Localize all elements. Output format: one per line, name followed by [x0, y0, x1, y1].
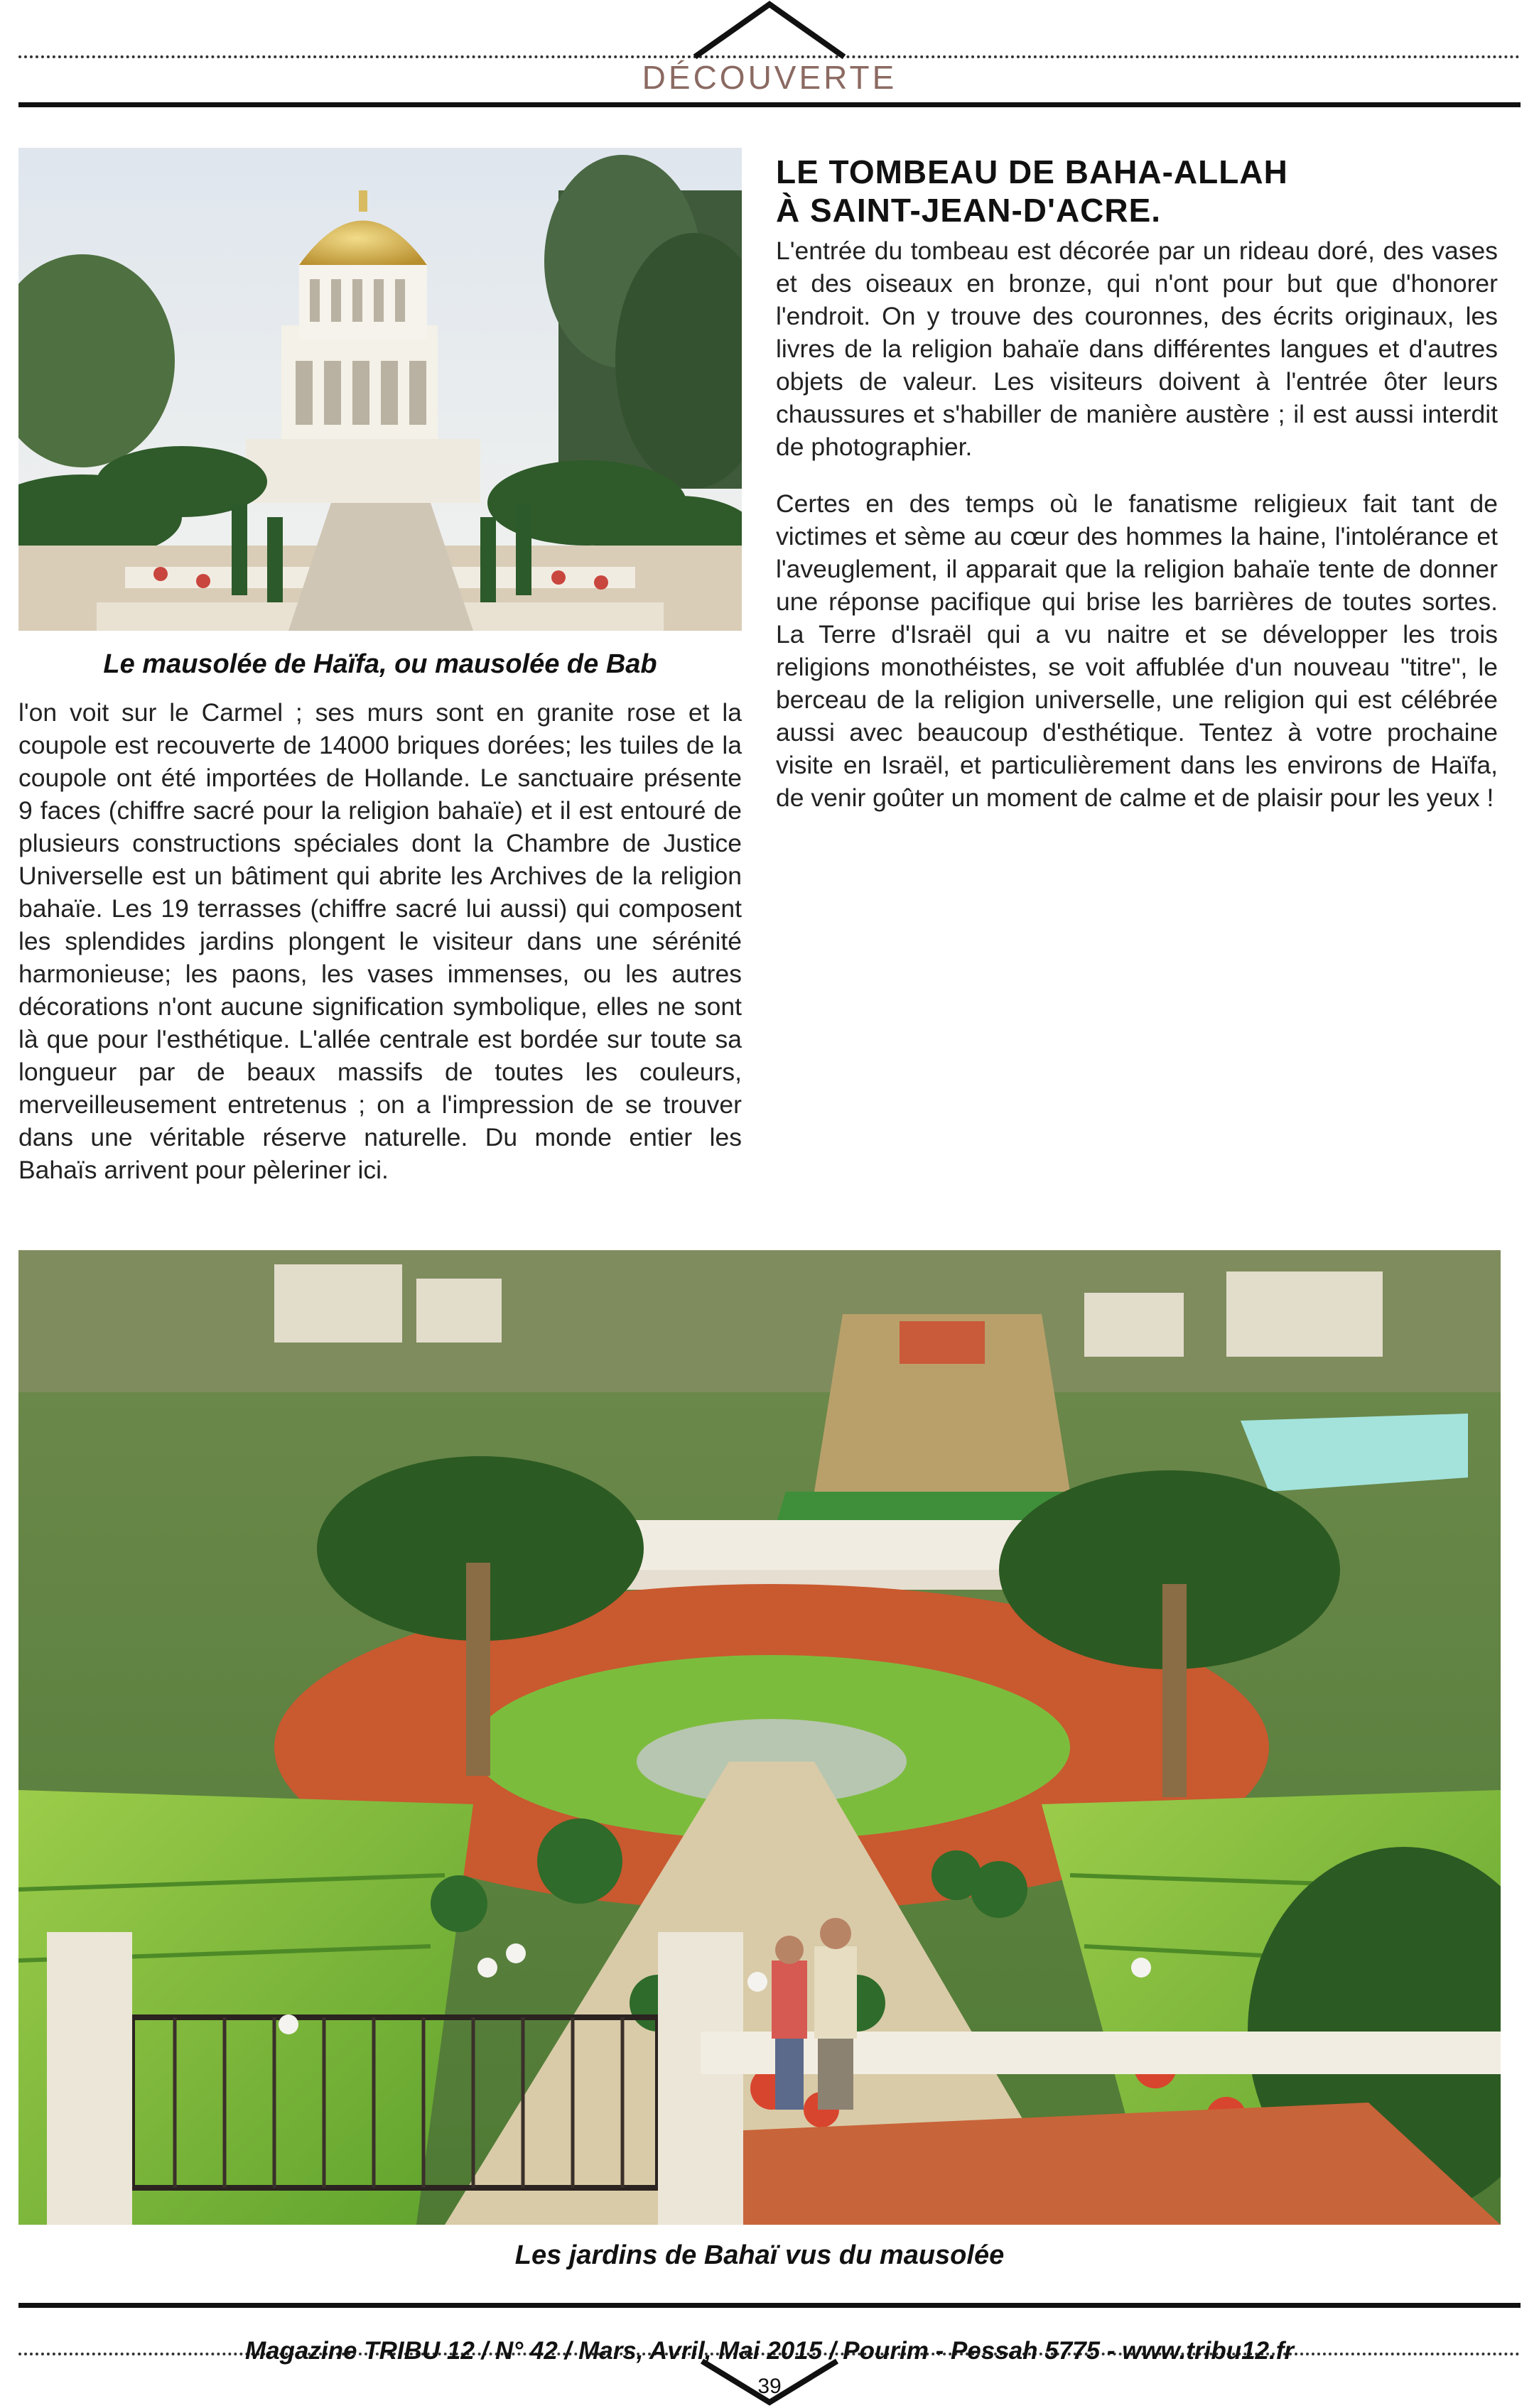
footer-solid-rule: [18, 2303, 1521, 2308]
article-title-line-2: À SAINT-JEAN-D'ACRE.: [776, 192, 1162, 229]
footer-citation: Magazine TRIBU 12 / N° 42 / Mars, Avril, Mai 2015 / Pourim - Pessah 5775 - www.tribu12.fr: [244, 2337, 1295, 2365]
page-number: 39: [757, 2375, 782, 2398]
mausoleum-photo: [18, 148, 742, 631]
gardens-photo: [18, 1250, 1501, 2225]
right-column-paragraph-1: L'entrée du tombeau est décorée par un rideau doré, des vases et des oiseaux en bronze, qui n'ont pour but que d'honorer l'endroit. On y trouve des couronnes, des écrits originaux, les livres de la religion bahaïe dans différentes langues et d'autres objets de valeur. Les visiteurs doivent à l'entrée ôter leurs chaussures et s'habiller de manière austère ; il est aussi interdit de photographier.: [776, 237, 1498, 461]
left-column-paragraph: l'on voit sur le Carmel ; ses murs sont en granite rose et la coupole est recouverte de 14000 briques dorées; les tuiles de la coupole ont été importées de Hollande. Le sanctuaire présente 9 faces (chiffre sacré pour la religion bahaïe) et il est entouré de plusieurs constructions spéciales dont la Chambre de Justice Universelle est un bâtiment qui abrite les Archives de la religion bahaïe. Les 19 terrasses (chiffre sacré lui aussi) qui composent les splendides jardins plongent le visiteur dans une sérénité harmonieuse; les paons, les vases immenses, ou les autres décorations n'ont aucune signification symbolique, elles ne sont là que pour l'esthétique. L'allée centrale est bordée sur toute sa longueur par de beaux massifs de toutes les couleurs, merveilleusement entretenus ; on a l'impression de se trouver dans une véritable réserve naturelle. Du monde entier les Bahaïs arrivent pour pèleriner ici.: [18, 698, 742, 1184]
article-title-line-1: LE TOMBEAU DE BAHA-ALLAH: [776, 153, 1288, 190]
gardens-caption: Les jardins de Bahaï vus du mausolée: [514, 2240, 1005, 2270]
section-label: DÉCOUVERTE: [642, 59, 897, 96]
header-chevron-icon: [689, 0, 850, 60]
right-column-paragraph-2: Certes en des temps où le fanatisme religieux fait tant de victimes et sème au cœur des hommes la haine, l'intolérance et l'aveuglement, il apparait que la religion bahaïe tente de donner une réponse pacifique qui brise les barrières de toutes sortes. La Terre d'Israël qui a vu naitre et se développer les trois religions monothéistes, se voit affublée d'un nouveau "titre", le berceau de la religion universelle, une religion qui est célébrée aussi avec beaucoup d'esthétique. Tentez à votre prochaine visite en Israël, et particulièrement dans les environs de Haïfa, de venir goûter un moment de calme et de plaisir pour les yeux !: [776, 489, 1498, 812]
mausoleum-caption: Le mausolée de Haïfa, ou mausolée de Bab: [103, 649, 657, 679]
header-solid-rule: [18, 102, 1521, 107]
